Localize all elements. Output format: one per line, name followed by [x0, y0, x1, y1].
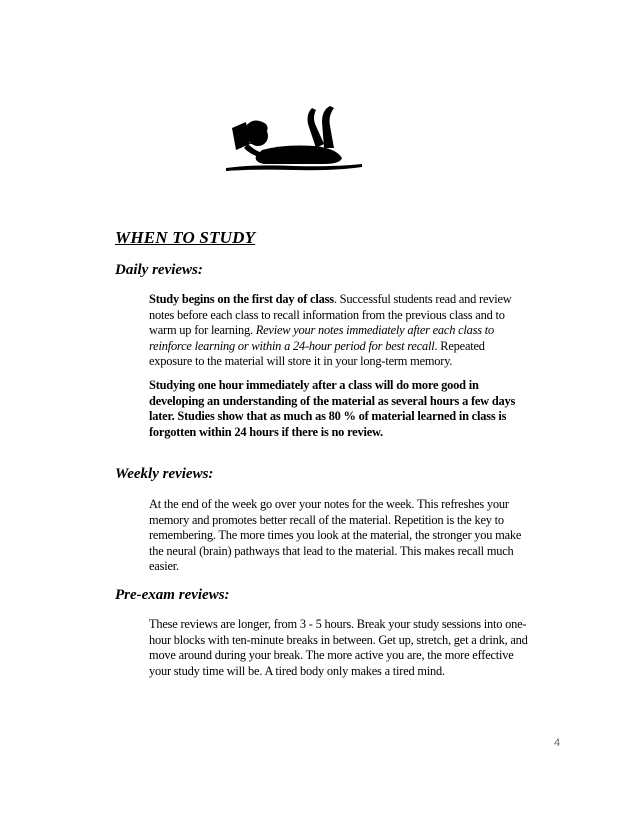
- daily-reviews-end: . Repeated exposure to the material will store it in your long-term memory.: [149, 338, 485, 369]
- pre-exam-reviews-paragraph: These reviews are longer, from 3 - 5 hours. Break your study sessions into one-hour blocks with ten-minute breaks in between. Get up, stretch, get a drink, and move around during your break. The more active you are, the more effective your study time will be. A tired body only makes a tired mind.: [149, 617, 528, 678]
- daily-reviews-heading: Daily reviews:: [115, 262, 203, 278]
- daily-reviews-lead: Study begins on the first day of class: [149, 292, 334, 306]
- daily-reviews-text: . Successful students read and review notes before each class to recall information from the previous class and to warm up for learning.: [149, 292, 512, 338]
- weekly-reviews-heading: Weekly reviews:: [115, 466, 214, 482]
- pre-exam-reviews-heading: Pre-exam reviews:: [115, 587, 230, 603]
- daily-reviews-emphasis: Review your notes immediately after each class to reinforce learning or within a 24-hour period for best recall: [149, 323, 495, 353]
- weekly-reviews-paragraph: At the end of the week go over your notes for the week. This refreshes your memory and promotes better recall of the material. Repetition is the key to remembering. The more times you look at the material, the stronger you make the neural (brain) pathways that lead to the material. This makes recall much easier.: [149, 497, 522, 574]
- page-title: WHEN TO STUDY: [115, 228, 256, 247]
- page-number: 4: [554, 737, 561, 749]
- reading-woman-silhouette-icon: [224, 104, 364, 176]
- daily-reviews-paragraph-1: [149, 292, 529, 370]
- daily-reviews-paragraph-2: Studying one hour immediately after a class will do more good in developing an understanding of the material as several hours a few days later. Studies show that as much as 80 % of material learned in class is forgotten within 24 hours if there is no review.: [149, 378, 516, 439]
